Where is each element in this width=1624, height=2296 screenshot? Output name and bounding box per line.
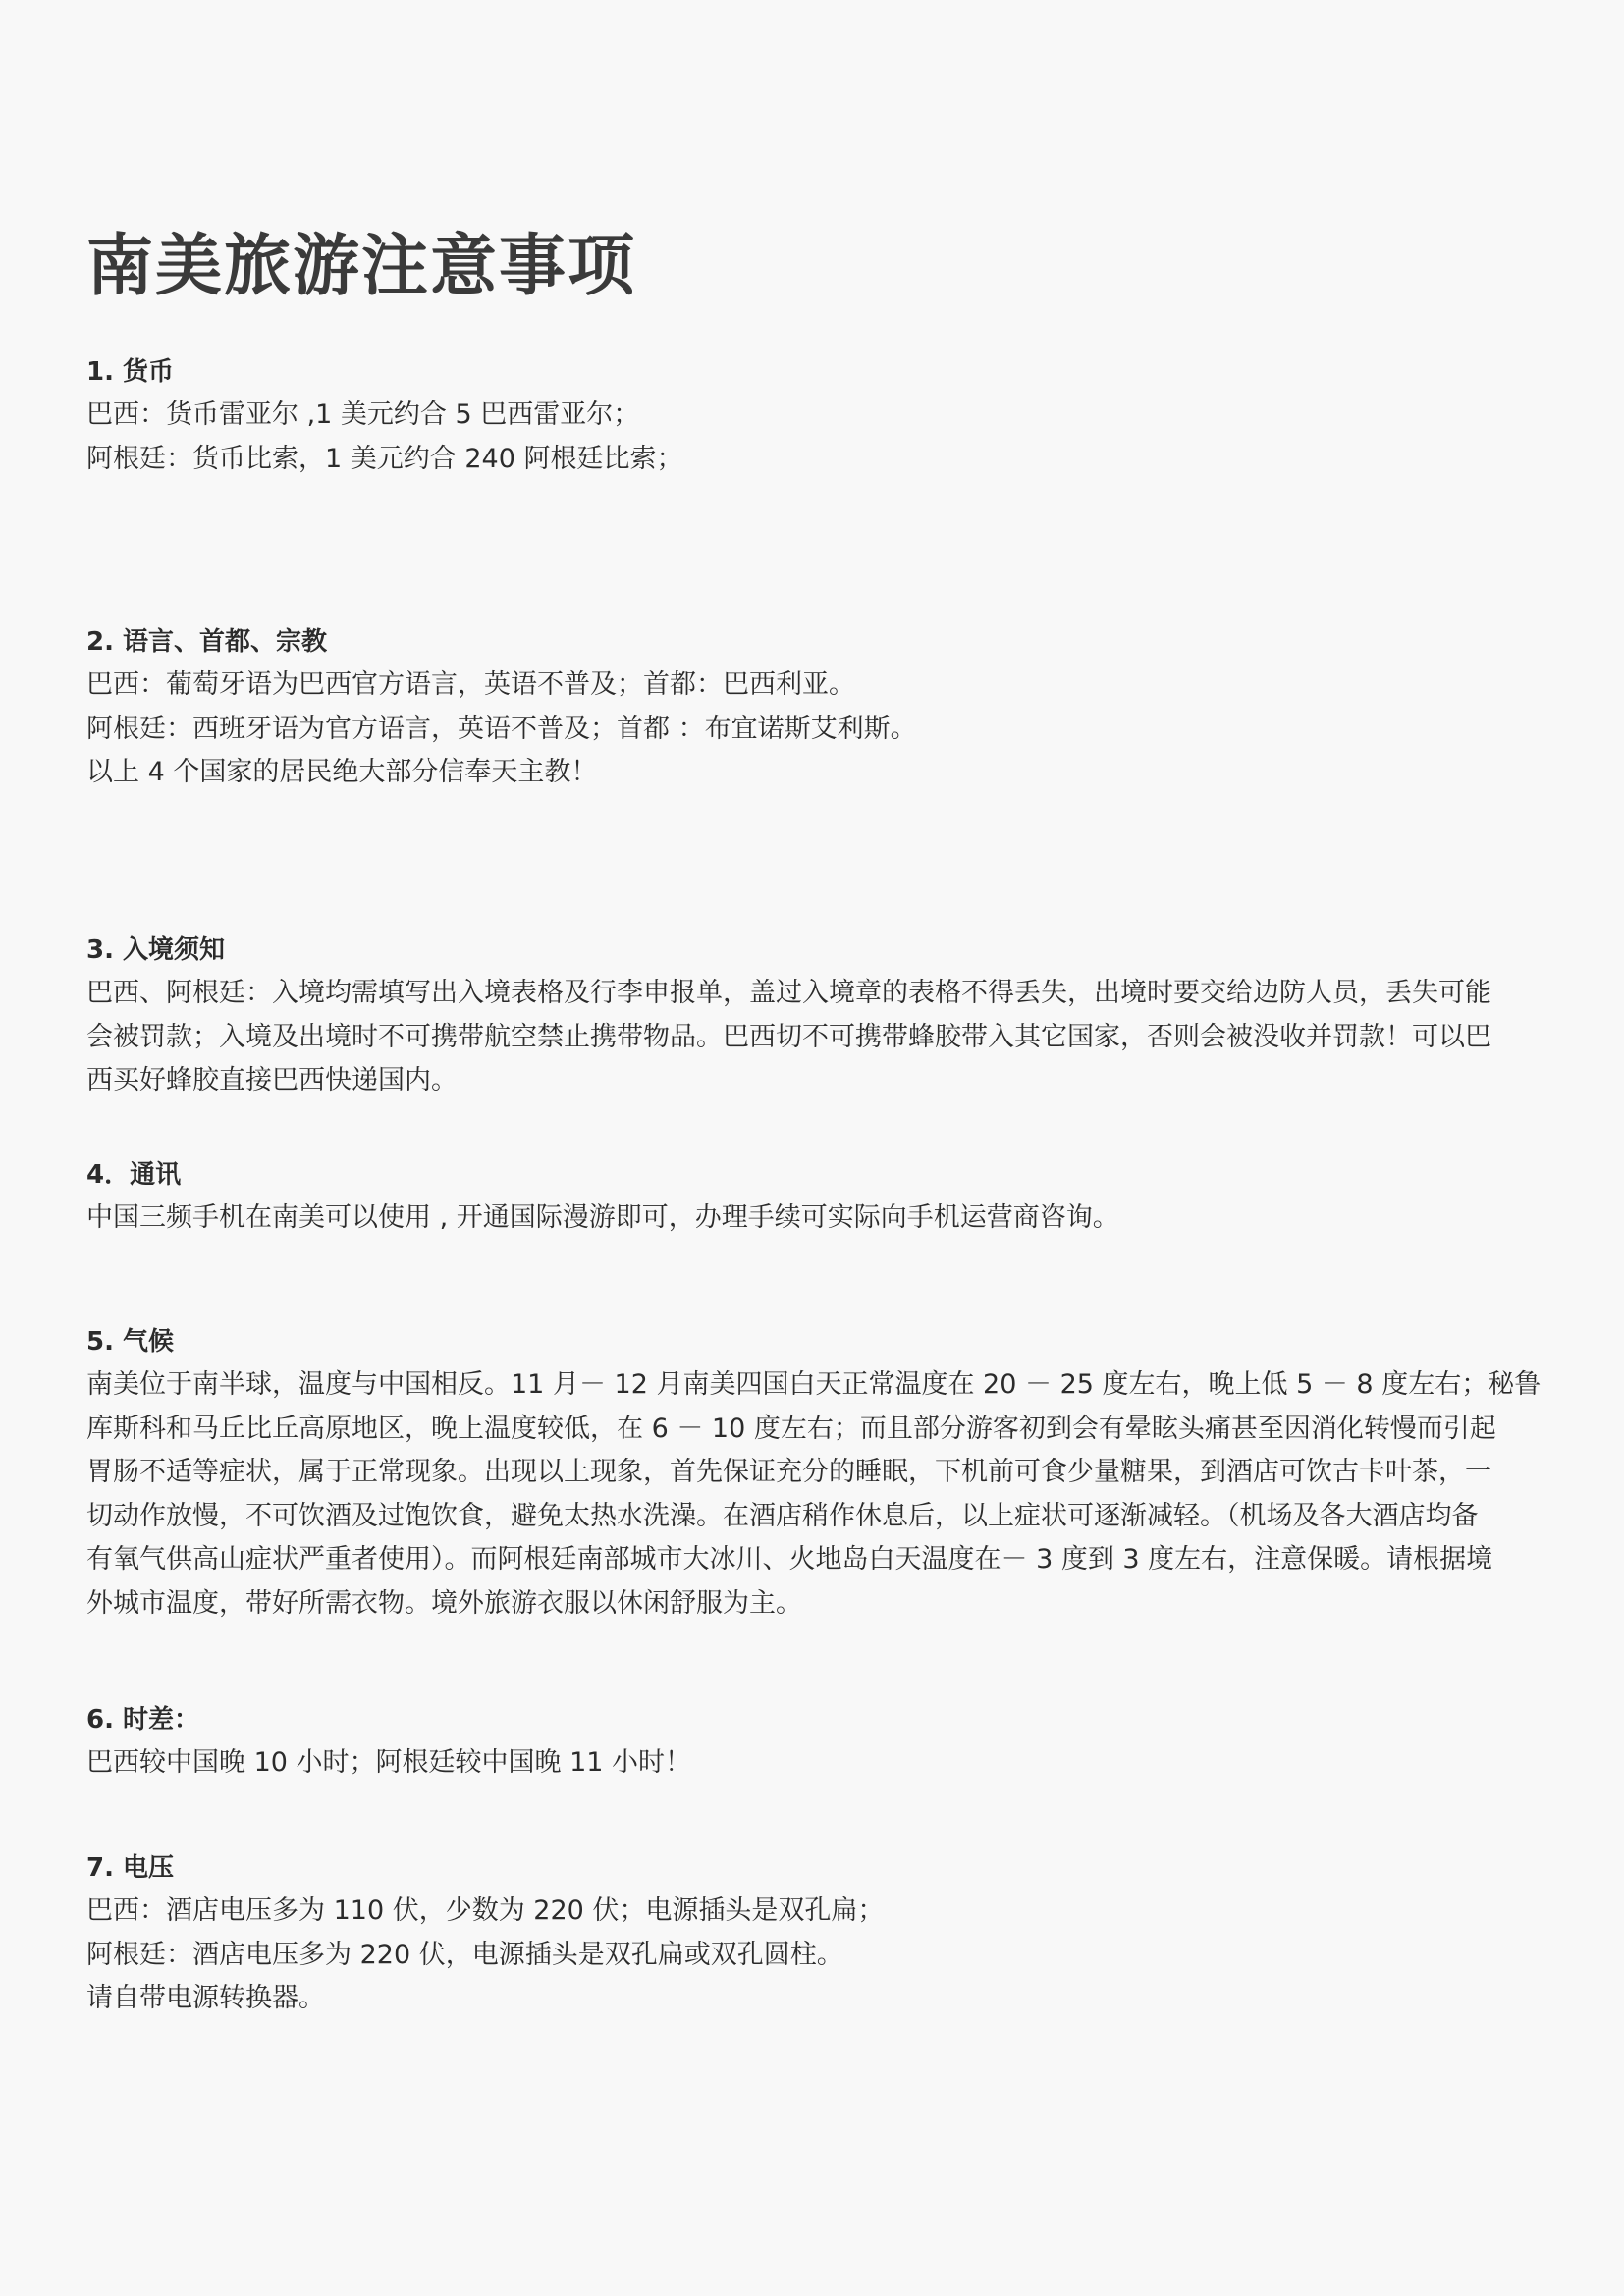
section-line: 库斯科和马丘比丘高原地区，晚上温度较低，在 6 － 10 度左右；而且部分游客初到会有晕眩头痛甚至因消化转慢而引起 [86, 1413, 1496, 1444]
section-language [86, 620, 1540, 795]
section-line: 会被罚款；入境及出境时不可携带航空禁止携带物品。巴西切不可携带蜂胶带入其它国家，否则会被没收并罚款！可以巴 [86, 1021, 1491, 1052]
section-line: 切动作放慢，不可饮酒及过饱饮食，避免太热水洗澡。在酒店稍作休息后，以上症状可逐渐减轻。（机场及各大酒店均备 [86, 1500, 1479, 1531]
section-heading: 2. 语言、首都、宗教 [86, 627, 328, 657]
section-line: 阿根廷：货币比索，1 美元约合 240 阿根廷比索； [86, 443, 683, 474]
section-line: 阿根廷：西班牙语为官方语言，英语不普及；首都 ：布宜诺斯艾利斯。 [86, 713, 917, 744]
section-line: 以上 4 个国家的居民绝大部分信奉天主教！ [86, 757, 598, 787]
section-heading: 1. 货币 [86, 357, 175, 387]
section-voltage [86, 1846, 1540, 2021]
section-line: 巴西、阿根廷：入境均需填写出入境表格及行李申报单，盖过入境章的表格不得丢失，出境时要交给边防人员，丢失可能 [86, 978, 1491, 1008]
section-heading: 7. 电压 [86, 1853, 175, 1883]
section-climate [86, 1320, 1540, 1626]
section-line: 巴西较中国晚 10 小时；阿根廷较中国晚 11 小时！ [86, 1747, 692, 1778]
section-currency [86, 350, 1540, 481]
section-entry [86, 929, 1540, 1103]
section-line: 有氧气供高山症状严重者使用）。而阿根廷南部城市大冰川、火地岛白天温度在－ 3 度到 3 度左右，注意保暖。请根据境 [86, 1544, 1493, 1575]
section-line: 请自带电源转换器。 [86, 1983, 325, 2013]
section-heading: 5. 气候 [86, 1327, 175, 1357]
section-line: 南美位于南半球，温度与中国相反。11 月－ 12 月南美四国白天正常温度在 20 － 25 度左右，晚上低 5 － 8 度左右；秘鲁 [86, 1369, 1542, 1400]
section-communication [86, 1153, 1540, 1241]
page-title: 南美旅游注意事项 [86, 228, 637, 305]
section-timezone [86, 1698, 1540, 1786]
section-line: 胃肠不适等症状，属于正常现象。出现以上现象，首先保证充分的睡眠，下机前可食少量糖果，到酒店可饮古卡叶茶，一 [86, 1457, 1491, 1487]
section-heading: 3. 入境须知 [86, 935, 226, 965]
section-line: 阿根廷：酒店电压多为 220 伏，电源插头是双孔扁或双孔圆柱。 [86, 1939, 843, 1970]
section-line: 巴西：酒店电压多为 110 伏，少数为 220 伏；电源插头是双孔扁； [86, 1896, 885, 1926]
section-line: 外城市温度，带好所需衣物。境外旅游衣服以休闲舒服为主。 [86, 1587, 802, 1619]
section-line: 巴西：葡萄牙语为巴西官方语言，英语不普及；首都：巴西利亚。 [86, 669, 855, 700]
section-line: 中国三频手机在南美可以使用 , 开通国际漫游即可，办理手续可实际向手机运营商咨询。 [86, 1202, 1119, 1233]
section-heading: 4．通讯 [86, 1160, 182, 1190]
document-page [86, 218, 1540, 316]
section-line: 巴西：货币雷亚尔 ,1 美元约合 5 巴西雷亚尔； [86, 400, 640, 430]
section-heading: 6. 时差： [86, 1705, 200, 1735]
section-line: 西买好蜂胶直接巴西快递国内。 [86, 1065, 458, 1095]
